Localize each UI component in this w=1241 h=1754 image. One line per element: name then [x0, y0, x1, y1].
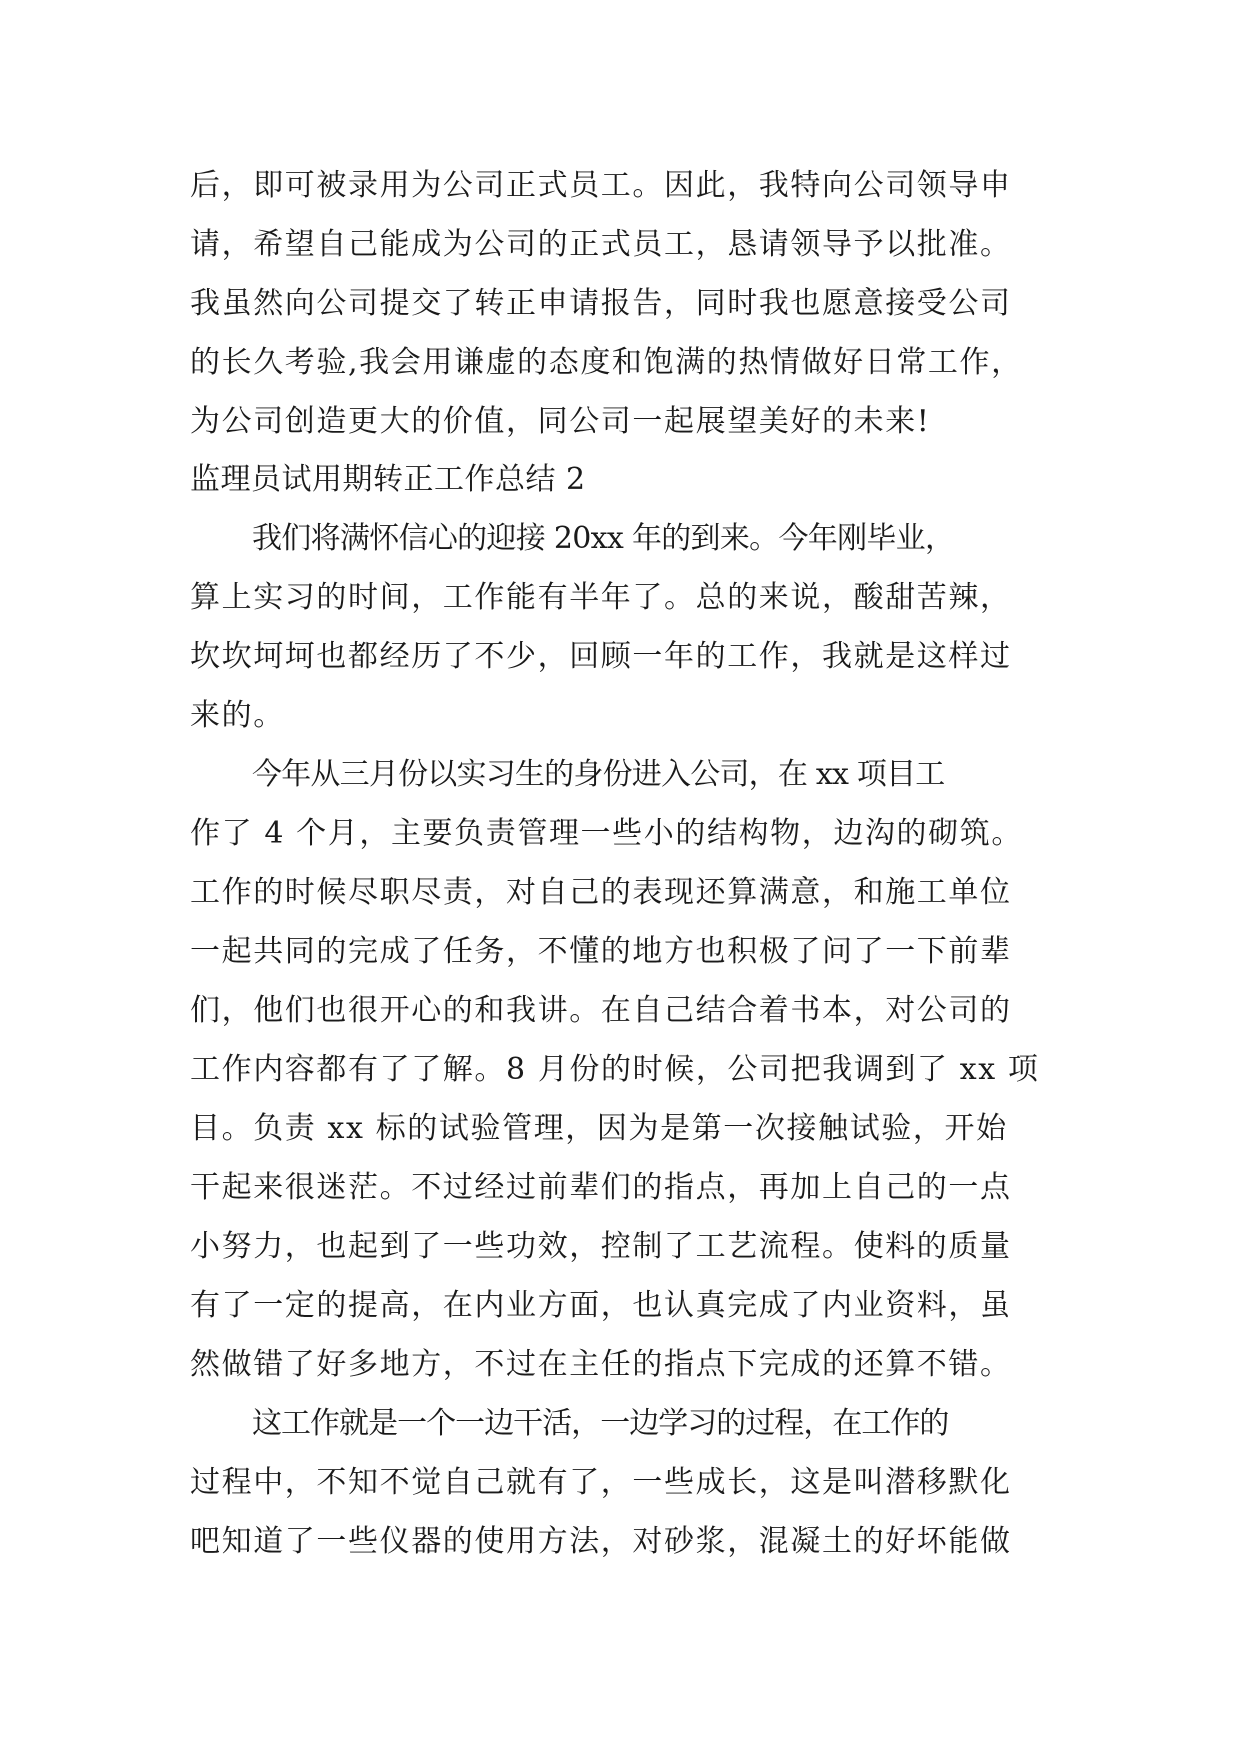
text-line: 的长久考验,我会用谦虚的态度和饱满的热情做好日常工作， [190, 345, 1023, 380]
text-line: 为公司创造更大的价值，同公司一起展望美好的未来! [190, 404, 931, 439]
section-heading: 监理员试用期转正工作总结 2 [190, 462, 586, 497]
text-line: 坎坎坷坷也都经历了不少，回顾一年的工作，我就是这样过 [190, 639, 1012, 674]
text-line: 后，即可被录用为公司正式员工。因此，我特向公司领导申 [190, 168, 1012, 203]
paragraph-first-line: 今年从三月份以实习生的身份进入公司，在 xx 项目工 [252, 757, 945, 792]
text-line: 我虽然向公司提交了转正申请报告，同时我也愿意接受公司 [190, 286, 1012, 321]
text-line: 工作内容都有了了解。8 月份的时候，公司把我调到了 xx 项 [190, 1052, 1040, 1087]
text-line: 作了 4 个月，主要负责管理一些小的结构物，边沟的砌筑。 [190, 816, 1023, 851]
text-line: 一起共同的完成了任务，不懂的地方也积极了问了一下前辈 [190, 934, 1012, 969]
paragraph-first-line: 这工作就是一个一边干活，一边学习的过程，在工作的 [252, 1406, 949, 1441]
text-line: 有了一定的提高，在内业方面，也认真完成了内业资料，虽 [190, 1288, 1012, 1323]
text-line: 小努力，也起到了一些功效，控制了工艺流程。使料的质量 [190, 1229, 1012, 1264]
paragraph-first-line: 我们将满怀信心的迎接 20xx 年的到来。今年刚毕业， [252, 521, 955, 556]
text-line: 请，希望自己能成为公司的正式员工，恳请领导予以批准。 [190, 227, 1012, 262]
text-line: 们，他们也很开心的和我讲。在自己结合着书本，对公司的 [190, 993, 1012, 1028]
text-line: 来的。 [190, 698, 285, 733]
text-line: 吧知道了一些仪器的使用方法，对砂浆，混凝土的好坏能做 [190, 1524, 1012, 1559]
text-line: 然做错了好多地方，不过在主任的指点下完成的还算不错。 [190, 1347, 1012, 1382]
text-line: 干起来很迷茫。不过经过前辈们的指点，再加上自己的一点 [190, 1170, 1012, 1205]
text-line: 算上实习的时间，工作能有半年了。总的来说，酸甜苦辣， [190, 580, 1012, 615]
text-line: 过程中，不知不觉自己就有了，一些成长，这是叫潜移默化 [190, 1465, 1012, 1500]
text-line: 工作的时候尽职尽责，对自己的表现还算满意，和施工单位 [190, 875, 1012, 910]
text-line: 目。负责 xx 标的试验管理，因为是第一次接触试验，开始 [190, 1111, 1008, 1146]
